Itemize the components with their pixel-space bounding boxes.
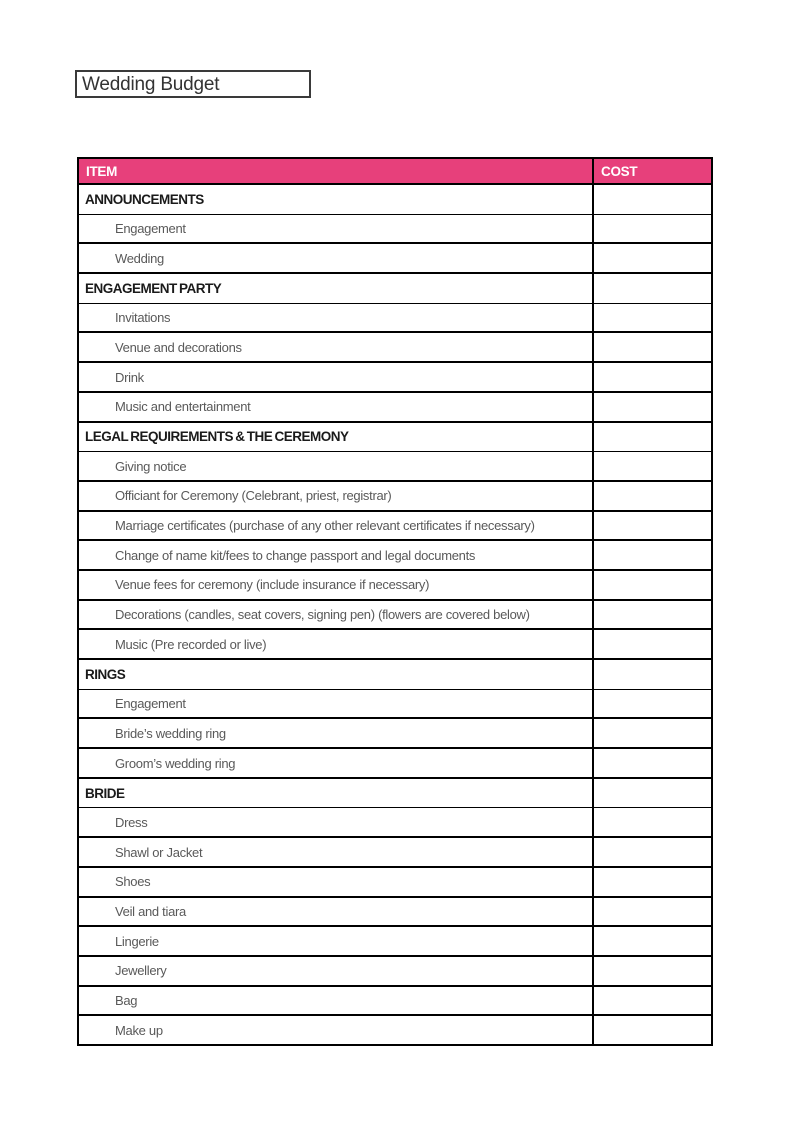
cost-cell — [593, 629, 712, 659]
item-label: Venue and decorations — [115, 339, 242, 355]
cost-cell — [593, 956, 712, 986]
budget-table — [77, 157, 713, 1046]
cost-cell — [593, 659, 712, 689]
item-cell — [78, 600, 593, 630]
cost-cell — [593, 600, 712, 630]
item-cell — [78, 629, 593, 659]
cost-cell — [593, 867, 712, 897]
item-label: Engagement — [115, 221, 186, 237]
cost-cell — [593, 986, 712, 1016]
cost-cell — [593, 303, 712, 332]
section-label: BRIDE — [85, 785, 125, 801]
section-row — [78, 273, 712, 303]
item-cell — [78, 718, 593, 748]
cost-cell — [593, 422, 712, 452]
table-row — [78, 867, 712, 897]
table-row — [78, 748, 712, 778]
item-cell — [78, 540, 593, 570]
item-cell — [78, 1015, 593, 1045]
cost-column-header: COST — [593, 158, 712, 184]
table-row — [78, 570, 712, 600]
cost-cell — [593, 570, 712, 600]
table-row — [78, 214, 712, 243]
table-row — [78, 808, 712, 837]
item-label: Engagement — [115, 696, 186, 712]
cost-cell — [593, 1015, 712, 1045]
cost-cell — [593, 540, 712, 570]
item-label: Marriage certificates (purchase of any other relevant certificates if necessary) — [115, 518, 535, 534]
cost-cell — [593, 689, 712, 718]
item-cell — [78, 243, 593, 273]
item-label: Bag — [115, 993, 138, 1009]
cost-cell — [593, 243, 712, 273]
item-label: Bride’s wedding ring — [115, 725, 226, 741]
table-row — [78, 837, 712, 867]
item-label: Drink — [115, 369, 144, 385]
item-label: Officiant for Ceremony (Celebrant, priest, registrar) — [115, 488, 392, 504]
item-cell — [78, 748, 593, 778]
item-label: Lingerie — [115, 933, 159, 949]
table-row — [78, 897, 712, 927]
item-cell — [78, 986, 593, 1016]
item-label: Invitations — [115, 310, 171, 326]
section-row — [78, 778, 712, 808]
table-header-row — [78, 158, 712, 184]
item-label: Veil and tiara — [115, 904, 186, 919]
table-row — [78, 600, 712, 630]
table-row — [78, 452, 712, 481]
document-title-box — [75, 70, 311, 98]
cost-cell — [593, 184, 712, 214]
item-cell — [78, 867, 593, 897]
table-row — [78, 481, 712, 511]
item-cell — [78, 837, 593, 867]
cost-cell — [593, 511, 712, 541]
cost-cell — [593, 452, 712, 481]
item-label: Music and entertainment — [115, 399, 251, 415]
item-label: Decorations (candles, seat covers, signing pen) (flowers are covered below) — [115, 607, 530, 623]
table-row — [78, 956, 712, 986]
item-cell — [78, 392, 593, 422]
item-cell — [78, 808, 593, 837]
item-cell — [78, 214, 593, 243]
item-label: Venue fees for ceremony (include insurance if necessary) — [115, 577, 430, 593]
item-label: Wedding — [115, 250, 164, 266]
item-cell — [78, 184, 593, 214]
cost-cell — [593, 837, 712, 867]
cost-cell — [593, 897, 712, 927]
item-label: Shawl or Jacket — [115, 844, 203, 860]
cost-cell — [593, 273, 712, 303]
item-label: Change of name kit/fees to change passport and legal documents — [115, 547, 476, 563]
section-row — [78, 184, 712, 214]
table-row — [78, 392, 712, 422]
cost-cell — [593, 778, 712, 808]
table-row — [78, 1015, 712, 1045]
item-label: Shoes — [115, 874, 151, 890]
item-cell — [78, 956, 593, 986]
item-cell — [78, 273, 593, 303]
item-column-header: ITEM — [78, 158, 593, 184]
item-cell — [78, 422, 593, 452]
table-row — [78, 362, 712, 392]
cost-cell — [593, 214, 712, 243]
section-label: LEGAL REQUIREMENTS & THE CEREMONY — [85, 429, 349, 445]
table-row — [78, 511, 712, 541]
cost-cell — [593, 926, 712, 956]
item-cell — [78, 362, 593, 392]
table-row — [78, 926, 712, 956]
table-row — [78, 332, 712, 362]
cost-cell — [593, 392, 712, 422]
table-row — [78, 986, 712, 1016]
item-cell — [78, 481, 593, 511]
cost-cell — [593, 808, 712, 837]
section-row — [78, 422, 712, 452]
section-row — [78, 659, 712, 689]
table-row — [78, 718, 712, 748]
item-label: Giving notice — [115, 458, 187, 474]
item-label: Make up — [115, 1022, 163, 1038]
item-label: Music (Pre recorded or live) — [115, 636, 267, 652]
item-cell — [78, 926, 593, 956]
item-cell — [78, 452, 593, 481]
item-label: Groom’s wedding ring — [115, 755, 236, 771]
cost-cell — [593, 481, 712, 511]
section-label: ENGAGEMENT PARTY — [85, 280, 222, 296]
table-row — [78, 689, 712, 718]
section-label: ANNOUNCEMENTS — [85, 191, 204, 207]
item-cell — [78, 689, 593, 718]
table-row — [78, 629, 712, 659]
item-cell — [78, 570, 593, 600]
cost-cell — [593, 362, 712, 392]
item-cell — [78, 659, 593, 689]
item-cell — [78, 511, 593, 541]
item-cell — [78, 332, 593, 362]
cost-cell — [593, 332, 712, 362]
section-label: RINGS — [85, 666, 126, 682]
document-title: Wedding Budget — [82, 74, 220, 95]
item-cell — [78, 897, 593, 927]
cost-cell — [593, 718, 712, 748]
item-label: Dress — [115, 814, 148, 830]
cost-cell — [593, 748, 712, 778]
table-row — [78, 303, 712, 332]
item-cell — [78, 303, 593, 332]
table-row — [78, 540, 712, 570]
table-row — [78, 243, 712, 273]
item-cell — [78, 778, 593, 808]
item-label: Jewellery — [115, 963, 167, 979]
